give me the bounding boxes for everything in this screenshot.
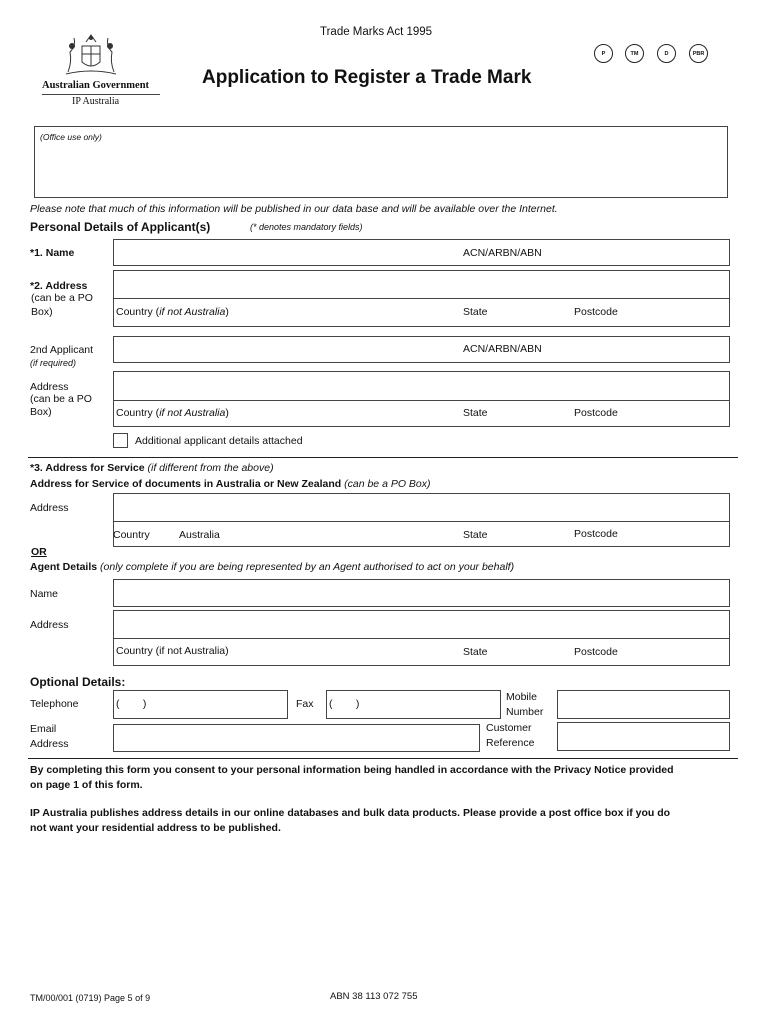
service-sub-italic: (can be a PO Box) (344, 478, 431, 490)
optional-divider (28, 758, 738, 759)
name-label: *1. Name (30, 247, 75, 259)
consent-line-1: By completing this form you consent to your personal information being handled in accordance with the Privacy Notice provided (30, 764, 674, 776)
country-label-2 (116, 407, 229, 420)
address-row-divider (113, 298, 730, 299)
address-sub-2: Box) (31, 306, 53, 318)
service-address-label: Address (30, 502, 69, 514)
service-country-value: Australia (179, 529, 220, 541)
country-label-close: ) (225, 306, 229, 318)
address2-label-1: Address (30, 381, 69, 393)
agent-address-label: Address (30, 619, 69, 631)
abn-footer: ABN 38 113 072 755 (330, 991, 418, 1002)
agent-postcode-label: Postcode (574, 646, 618, 658)
second-applicant-label: 2nd Applicant (30, 344, 94, 356)
agent-row-divider (113, 638, 730, 639)
mandatory-note: (* denotes mandatory fields) (250, 222, 363, 232)
additional-applicant-checkbox[interactable] (113, 433, 128, 448)
section-divider (28, 457, 738, 458)
address2-label-3: Box) (30, 406, 52, 418)
or-label: OR (31, 546, 47, 558)
second-applicant-input[interactable] (113, 336, 730, 363)
agency-name: IP Australia (72, 96, 120, 107)
country-label (116, 306, 229, 319)
email-label-1: Email (30, 723, 57, 735)
badge-p: P (594, 44, 613, 63)
address2-row-divider (113, 400, 730, 401)
consent-line-2: on page 1 of this form. (30, 779, 143, 791)
publish-notice-line-1: IP Australia publishes address details in our online databases and bulk data products. Please provide a post office box if you do (30, 807, 671, 819)
agent-name-input[interactable] (113, 579, 730, 607)
address2-label-2: (can be a PO (30, 393, 92, 405)
country-label-2-italic: if not Australia (159, 407, 226, 419)
mobile-label-1: Mobile (506, 691, 537, 703)
fax-label: Fax (296, 698, 314, 710)
telephone-label: Telephone (30, 698, 79, 710)
service-subheading (30, 478, 431, 491)
service-state-label: State (463, 529, 488, 541)
government-name: Australian Government (42, 80, 150, 91)
office-use-box (34, 126, 728, 198)
act-name: Trade Marks Act 1995 (320, 26, 433, 38)
customer-ref-label-2: Reference (486, 737, 535, 749)
service-row-divider (113, 521, 730, 522)
badge-tm: TM (625, 44, 644, 63)
telephone-value: ( ) (116, 698, 147, 710)
email-label-2: Address (30, 738, 69, 750)
state-label-2: State (463, 407, 488, 419)
agent-name-label: Name (30, 588, 59, 600)
postcode-label-2: Postcode (574, 407, 618, 419)
agent-heading (30, 561, 514, 574)
page-title: Application to Register a Trade Mark (202, 67, 532, 88)
country-label-2-text: Country ( (116, 407, 160, 419)
postcode-label: Postcode (574, 306, 618, 318)
email-input[interactable] (113, 724, 480, 752)
service-postcode-label: Postcode (574, 528, 618, 540)
customer-ref-input[interactable] (557, 722, 730, 751)
badge-d: D (657, 44, 676, 63)
acn-label-2: ACN/ARBN/ABN (463, 343, 542, 355)
service-heading (30, 462, 274, 475)
country-label-2-close: ) (225, 407, 229, 419)
country-label-italic: if not Australia (159, 306, 226, 318)
service-heading-italic: (if different from the above) (147, 462, 274, 474)
mobile-input[interactable] (557, 690, 730, 719)
personal-details-heading: Personal Details of Applicant(s) (30, 220, 211, 234)
address-label: *2. Address (30, 280, 88, 292)
publish-note: Please note that much of this information will be published in our data base and will be available over the Internet. (30, 203, 558, 215)
second-applicant-sub: (if required) (30, 358, 77, 368)
badge-pbr: PBR (689, 44, 708, 63)
crest-icon (62, 32, 120, 78)
mobile-label-2: Number (506, 706, 544, 718)
office-use-label: (Office use only) (40, 132, 102, 142)
agent-heading-italic: (only complete if you are being represented by an Agent authorised to act on your behalf) (100, 561, 515, 573)
agent-country-label: Country (if not Australia) (116, 645, 229, 657)
service-country-label: Country (113, 529, 150, 541)
country-label-text: Country ( (116, 306, 160, 318)
acn-label: ACN/ARBN/ABN (463, 247, 542, 259)
optional-heading: Optional Details: (30, 675, 126, 689)
address-sub-1: (can be a PO (31, 292, 93, 304)
publish-notice-line-2: not want your residential address to be published. (30, 822, 281, 834)
additional-applicant-label: Additional applicant details attached (135, 435, 303, 447)
agent-state-label: State (463, 646, 488, 658)
government-crest (62, 32, 120, 78)
customer-ref-label-1: Customer (486, 722, 532, 734)
form-id: TM/00/001 (0719) Page 5 of 9 (30, 993, 151, 1003)
crest-divider (42, 94, 160, 95)
state-label: State (463, 306, 488, 318)
applicant-name-input[interactable] (113, 239, 730, 266)
agent-heading-bold: Agent Details (30, 561, 98, 573)
fax-value: ( ) (329, 698, 360, 710)
service-sub-bold: Address for Service of documents in Australia or New Zealand (30, 478, 342, 490)
service-heading-bold: *3. Address for Service (30, 462, 145, 474)
